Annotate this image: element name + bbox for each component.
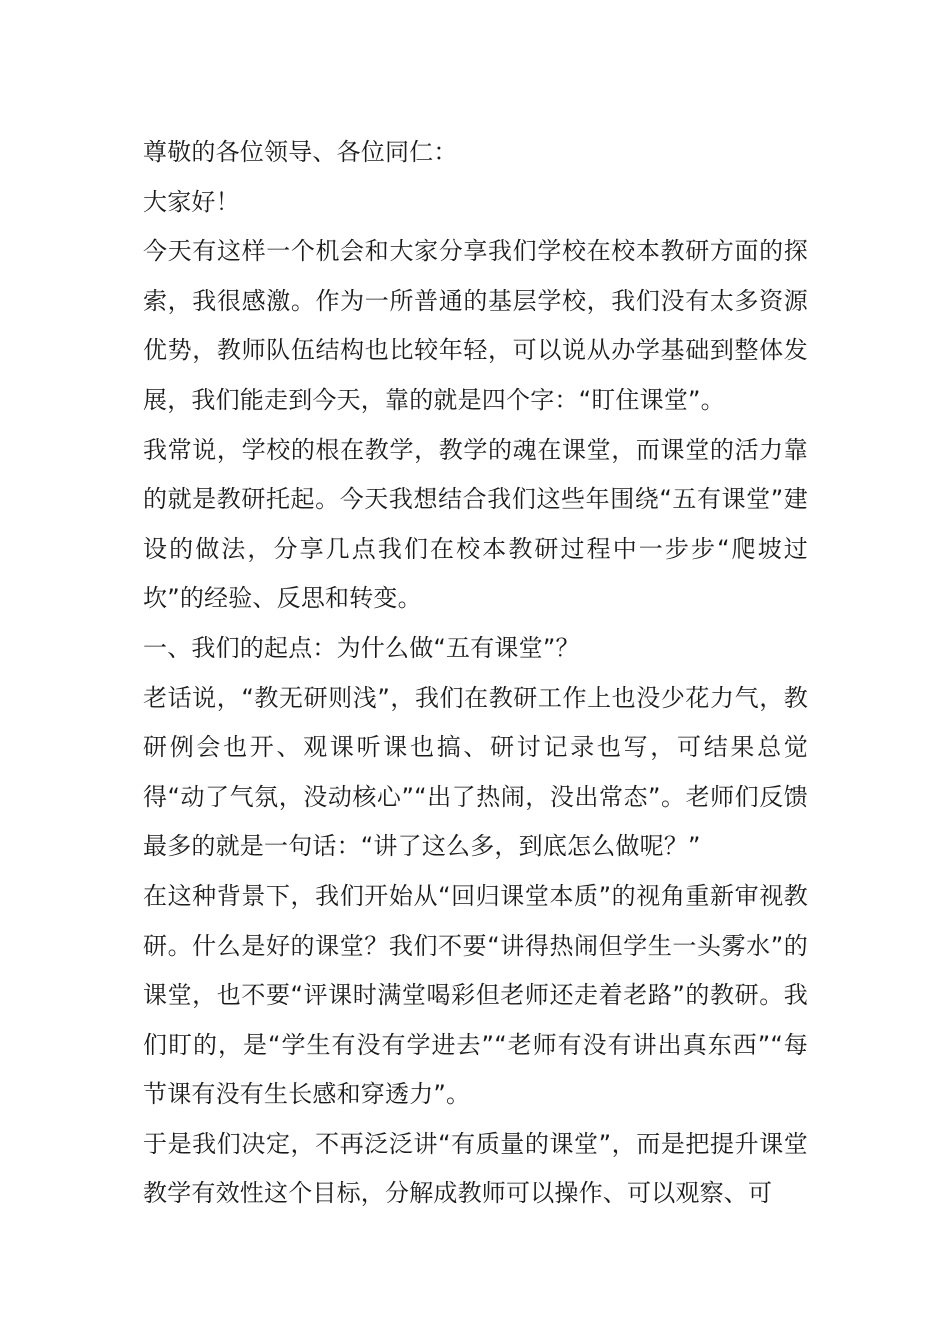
body-paragraph: 于是我们决定，不再泛泛讲“有质量的课堂”，而是把提升课堂教学有效性这个目标，分解成教师可以操作、可以观察、可 (143, 1129, 808, 1208)
body-paragraph: 老话说，“教无研则浅”，我们在教研工作上也没少花力气，教研例会也开、观课听课也搞、研讨记录也写，可结果总觉得“动了气氛，没动核心”“出了热闹，没出常态”。老师们反馈最多的就是一句话：“讲了这么多，到底怎么做呢？” (143, 683, 808, 861)
document-body (143, 128, 808, 1219)
body-paragraph: 今天有这样一个机会和大家分享我们学校在校本教研方面的探索，我很感激。作为一所普通的基层学校，我们没有太多资源优势，教师队伍结构也比较年轻，可以说从办学基础到整体发展，我们能走到今天，靠的就是四个字：“盯住课堂”。 (143, 237, 808, 414)
salutation: 尊敬的各位领导、各位同仁： (143, 138, 458, 166)
section-heading: 一、我们的起点：为什么做“五有课堂”？ (143, 633, 580, 662)
body-paragraph: 在这种背景下，我们开始从“回归课堂本质”的视角重新审视教研。什么是好的课堂？我们不要“讲得热闹但学生一头雾水”的课堂，也不要“评课时满堂喝彩但老师还走着老路”的教研。我们盯的，是“学生有没有学进去”“老师有没有讲出真东西”“每节课有没有生长感和穿透力”。 (143, 881, 808, 1109)
greeting: 大家好！ (143, 187, 240, 216)
body-paragraph: 我常说，学校的根在教学，教学的魂在课堂，而课堂的活力靠的就是教研托起。今天我想结合我们这些年围绕“五有课堂”建设的做法，分享几点我们在校本教研过程中一步步“爬坡过坎”的经验、反思和转变。 (143, 435, 808, 613)
